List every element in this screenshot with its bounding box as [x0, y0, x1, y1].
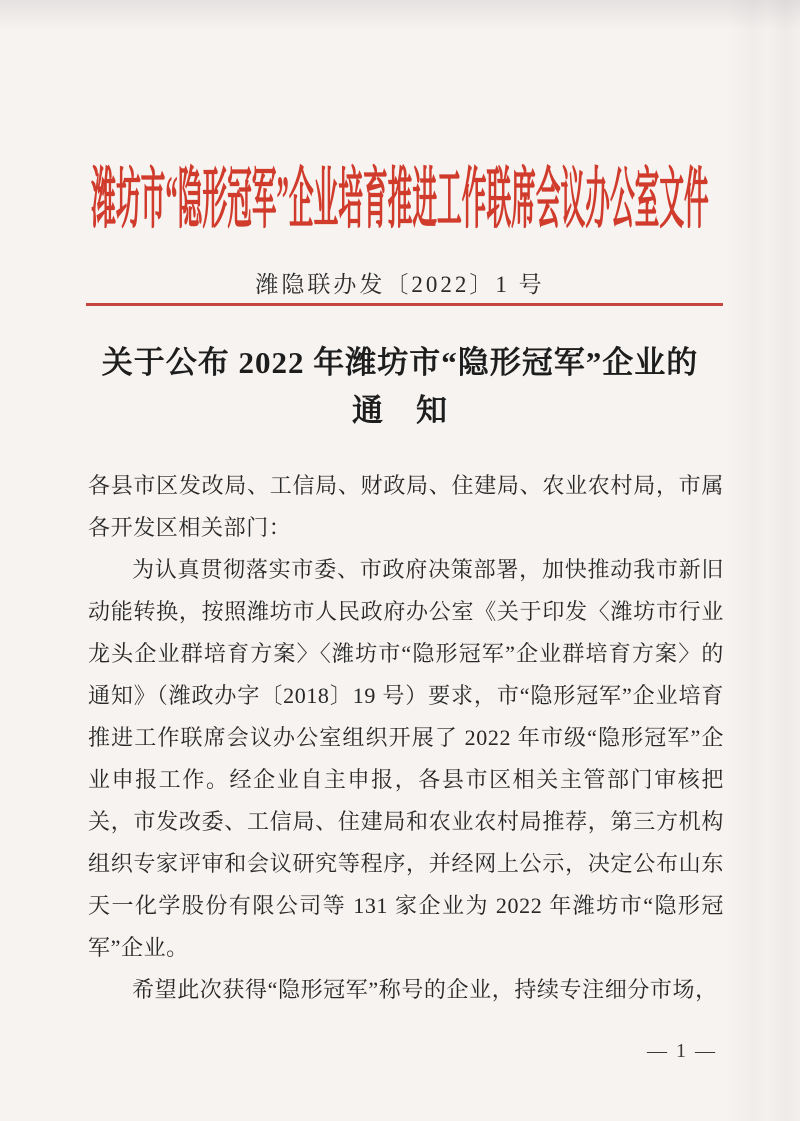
body-paragraph-1: 为认真贯彻落实市委、市政府决策部署，加快推动我市新旧动能转换，按照潍坊市人民政府办公室《关于印发〈潍坊市行业龙头企业群培育方案〉〈潍坊市“隐形冠军”企业群培育方案〉的通知》（潍政办字〔2018〕19 号）要求，市“隐形冠军”企业培育推进工作联席会议办公室组织开展了 2022 年市级“隐形冠军”企业申报工作。经企业自主申报，各县市区相关主管部门审核把关，市发改委、工信局、住建局和农业农村局推荐，第三方机构组织专家评审和会议研究等程序，并经网上公示，决定公布山东天一化学股份有限公司等 131 家企业为 2022 年潍坊市“隐形冠军”企业。: [88, 557, 724, 960]
addressee-line: 各县市区发改局、工信局、财政局、住建局、农业农村局，市属各开发区相关部门：: [88, 473, 724, 540]
body-paragraph-2: 希望此次获得“隐形冠军”称号的企业，持续专注细分市场，: [132, 977, 718, 1002]
scan-shadow-top: [0, 0, 800, 30]
document-number: 潍隐联办发〔2022〕1 号: [255, 272, 545, 297]
document-body: [88, 465, 724, 1011]
page-number: — 1 —: [647, 1040, 717, 1062]
red-header-org-title: [0, 162, 800, 237]
document-title-line1: 关于公布 2022 年潍坊市“隐形冠军”企业的: [101, 345, 699, 380]
red-header-org-title-text: 潍坊市“隐形冠军”企业培育推进工作联席会议办公室文件: [91, 162, 709, 237]
document-title: [80, 339, 720, 435]
document-title-line2: 通 知: [352, 393, 448, 428]
red-divider-line: [86, 303, 723, 306]
